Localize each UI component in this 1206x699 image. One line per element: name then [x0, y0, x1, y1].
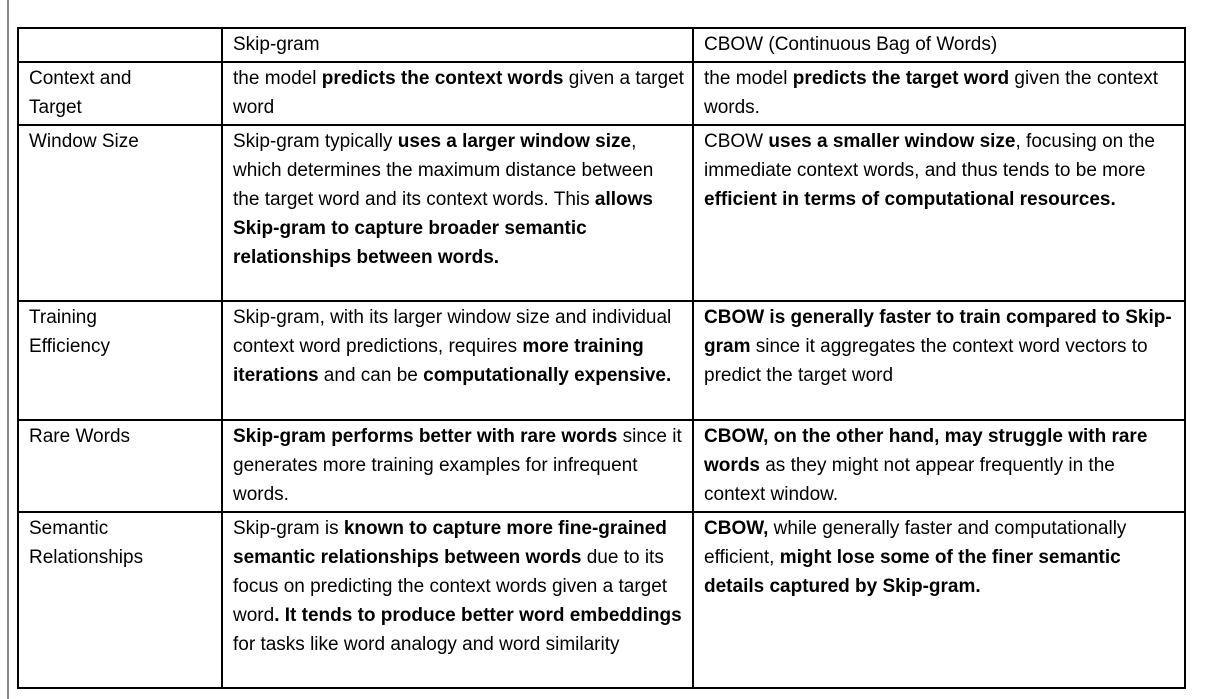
text-segment-bold: uses a smaller window size: [768, 131, 1016, 152]
header-empty-cell: [18, 28, 222, 62]
table-row-training-efficiency: [18, 301, 1185, 420]
row-label-cell: [18, 512, 222, 688]
text-segment: Skip-gram, with its larger window size and individual context word predictions, requires: [233, 307, 672, 357]
text-segment: CBOW: [704, 131, 769, 152]
cbow-cell: [693, 420, 1185, 512]
text-segment-bold: more training iterations: [233, 336, 644, 386]
text-segment: Skip-gram is: [233, 518, 344, 539]
text-segment: , which determines the maximum distance between the target word and its context words. This: [233, 131, 654, 210]
text-segment: Skip-gram typically: [233, 131, 398, 152]
text-segment: given a target word: [233, 68, 684, 118]
page-edge-line: [7, 0, 9, 699]
text-segment-bold: CBOW is generally faster to train compared to Skip-gram: [704, 307, 1172, 357]
text-segment-bold: . It tends to produce better word embeddings: [274, 605, 682, 626]
column-header-skipgram: [222, 28, 693, 62]
table-row-window-size: [18, 125, 1185, 301]
row-label-cell: [18, 125, 222, 301]
text-segment: the model: [704, 68, 793, 89]
row-label: Window Size: [29, 131, 139, 152]
skipgram-cell: [222, 512, 693, 688]
text-segment: given the context words.: [704, 68, 1159, 118]
skipgram-cell: [222, 420, 693, 512]
text-segment-bold: predicts the context words: [321, 68, 564, 89]
table-row-semantic-relationships: [18, 512, 1185, 688]
skipgram-cell: [222, 301, 693, 420]
text-segment-bold: efficient in terms of computational resources.: [704, 189, 1116, 210]
text-segment-bold: predicts the target word: [792, 68, 1010, 89]
text-segment: and can be: [318, 365, 424, 386]
text-segment-bold: known to capture more fine-grained semantic relationships between words: [233, 518, 667, 568]
table-row-rare-words: [18, 420, 1185, 512]
cbow-cell: [693, 125, 1185, 301]
comparison-table: [17, 27, 1186, 689]
skipgram-cell: [222, 125, 693, 301]
text-segment-bold: CBOW,: [704, 518, 769, 539]
text-segment-bold: computationally expensive.: [423, 365, 672, 386]
column-header-label: Skip-gram: [233, 34, 320, 55]
cbow-cell: [693, 512, 1185, 688]
table-row-context-and-target: [18, 62, 1185, 125]
row-label: Context and Target: [29, 68, 132, 118]
row-label: Semantic Relationships: [29, 518, 144, 568]
row-label-cell: [18, 420, 222, 512]
text-segment: as they might not appear frequently in the context window.: [704, 455, 1115, 505]
row-label: Training Efficiency: [29, 307, 110, 357]
text-segment: for tasks like word analogy and word similarity: [233, 634, 620, 655]
cbow-cell: [693, 301, 1185, 420]
text-segment: while generally faster and computationally efficient,: [704, 518, 1127, 568]
text-segment-bold: uses a larger window size: [397, 131, 632, 152]
table-header-row: [18, 28, 1185, 62]
text-segment-bold: might lose some of the finer semantic details captured by Skip-gram.: [704, 547, 1121, 597]
column-header-cbow: [693, 28, 1185, 62]
text-segment: since it generates more training examples for infrequent words.: [233, 426, 682, 505]
text-segment: , focusing on the immediate context words, and thus tends to be more: [704, 131, 1155, 181]
text-segment: the model: [233, 68, 322, 89]
text-segment: since it aggregates the context word vectors to predict the target word: [704, 336, 1148, 386]
column-header-label: CBOW (Continuous Bag of Words): [704, 34, 998, 55]
text-segment-bold: Skip-gram performs better with rare words: [233, 426, 618, 447]
row-label-cell: [18, 62, 222, 125]
text-segment-bold: CBOW, on the other hand, may struggle with rare words: [704, 426, 1148, 476]
cbow-cell: [693, 62, 1185, 125]
row-label: Rare Words: [29, 426, 131, 447]
text-segment: due to its focus on predicting the context words given a target word: [233, 547, 668, 626]
row-label-cell: [18, 301, 222, 420]
text-segment-bold: allows Skip-gram to capture broader semantic relationships between words.: [233, 189, 653, 268]
skipgram-cell: [222, 62, 693, 125]
